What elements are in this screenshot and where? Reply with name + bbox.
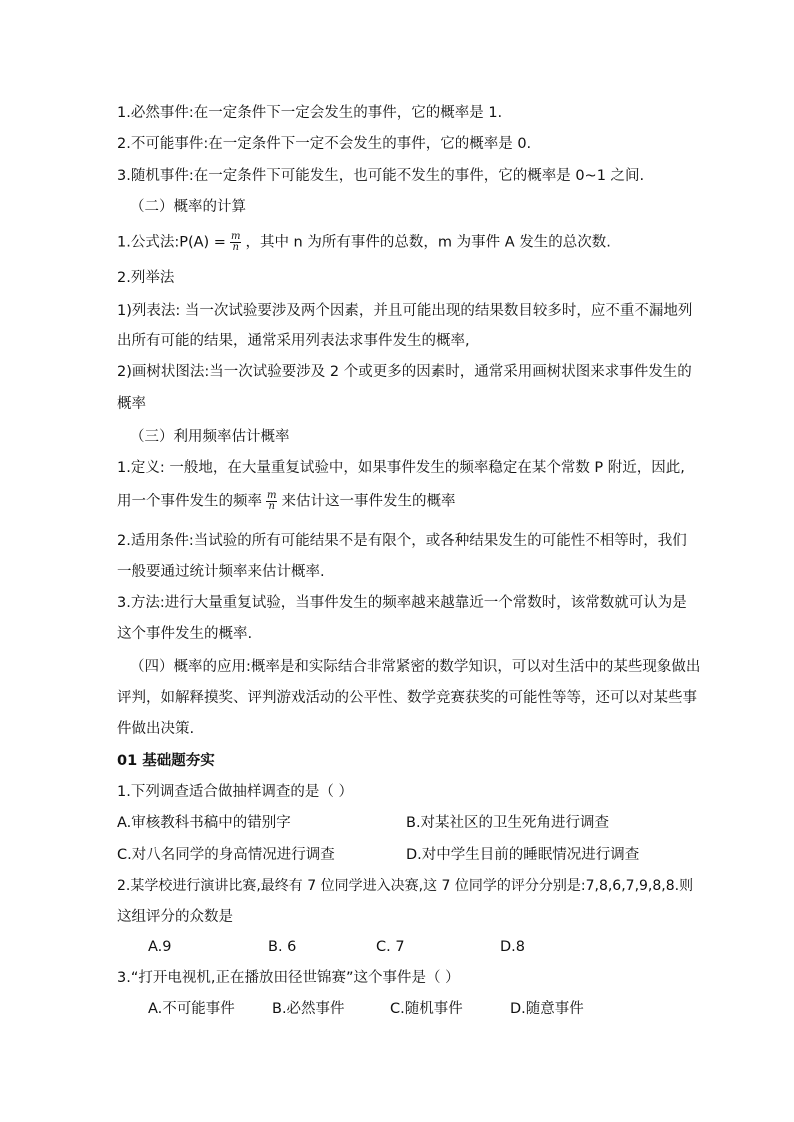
question-2-stem-continued: 这组评分的众数是 (117, 909, 233, 925)
text-line: 1)列表法: 当一次试验要涉及两个因素，并且可能出现的结果数目较多时，应不重不漏地列 (117, 303, 693, 319)
question-3-option-c: C.随机事件 (390, 1001, 463, 1017)
question-1-option-a: A.审核教科书稿中的错别字 (117, 815, 291, 831)
text-line: 2.不可能事件:在一定条件下一定不会发生的事件，它的概率是 0. (117, 136, 532, 152)
question-1-stem: 1.下列调查适合做抽样调查的是（ ） (117, 784, 353, 800)
question-3-option-b: B.必然事件 (272, 1001, 345, 1017)
question-1-option-d: D.对中学生目前的睡眠情况进行调查 (406, 847, 640, 863)
exercise-section-title: 01 基础题夯实 (117, 753, 215, 769)
fraction-m-over-n (266, 491, 277, 512)
text-line: 1.定义: 一般地，在大量重复试验中，如果事件发生的频率稳定在某个常数 P 附近，因此, (117, 460, 685, 476)
question-2-option-a: A.9 (148, 939, 172, 955)
text-line: 3.方法:进行大量重复试验，当事件发生的频率越来越靠近一个常数时，该常数就可认为是 (117, 595, 687, 611)
frequency-prefix: 用一个事件发生的频率 (117, 493, 262, 510)
question-3-option-d: D.随意事件 (510, 1001, 584, 1017)
frequency-line (117, 491, 455, 512)
fraction-denominator: n (232, 242, 239, 253)
fraction-numerator: m (230, 231, 241, 242)
text-line: 1.必然事件:在一定条件下一定会发生的事件，它的概率是 1. (117, 105, 503, 121)
fraction-numerator: m (267, 490, 277, 501)
frequency-suffix: 来估计这一事件发生的概率 (281, 493, 456, 510)
text-line: 2.适用条件:当试验的所有可能结果不是有限个，或各种结果发生的可能性不相等时，我们 (117, 533, 687, 549)
text-line: 评判，如解释摸奖、评判游戏活动的公平性、数学竞赛获奖的可能性等等，还可以对某些事 (117, 690, 697, 706)
question-1-option-c: C.对八名同学的身高情况进行调查 (117, 847, 335, 863)
question-3-stem: 3.“打开电视机,正在播放田径世锦赛”这个事件是（ ） (117, 970, 460, 986)
fraction-denominator: n (268, 501, 275, 512)
text-line: 出所有可能的结果，通常采用列表法求事件发生的概率, (117, 333, 470, 349)
question-3-option-a: A.不可能事件 (148, 1001, 235, 1017)
text-line: 3.随机事件:在一定条件下可能发生，也可能不发生的事件，它的概率是 0~1 之间. (117, 168, 645, 184)
question-2-option-c: C. 7 (376, 939, 405, 955)
formula-line (117, 232, 611, 253)
section-heading: （三）利用频率估计概率 (130, 429, 290, 445)
text-line: 一般要通过统计频率来估计概率. (117, 564, 325, 580)
question-2-stem: 2.某学校进行演讲比赛,最终有 7 位同学进入决赛,这 7 位同学的评分分别是:7,8,6,7,9,8,8.则 (117, 878, 694, 894)
text-line: 2.列举法 (117, 270, 175, 286)
text-line: 2)画树状图法:当一次试验要涉及 2 个或更多的因素时，通常采用画树状图来求事件发生的 (117, 364, 692, 380)
formula-suffix: ，其中 n 为所有事件的总数，m 为事件 A 发生的总次数. (245, 234, 611, 251)
text-line: 这个事件发生的概率. (117, 626, 253, 642)
section-heading: （二）概率的计算 (130, 199, 246, 215)
question-1-option-b: B.对某社区的卫生死角进行调查 (406, 815, 610, 831)
text-line: （四）概率的应用:概率是和实际结合非常紧密的数学知识，可以对生活中的某些现象做出 (130, 659, 701, 675)
fraction-m-over-n (230, 232, 241, 253)
question-2-option-b: B. 6 (268, 939, 297, 955)
text-line: 件做出决策. (117, 721, 195, 737)
text-line: 概率 (117, 396, 146, 412)
formula-prefix: 1.公式法:P(A) = (117, 234, 226, 251)
question-2-option-d: D.8 (500, 939, 525, 955)
